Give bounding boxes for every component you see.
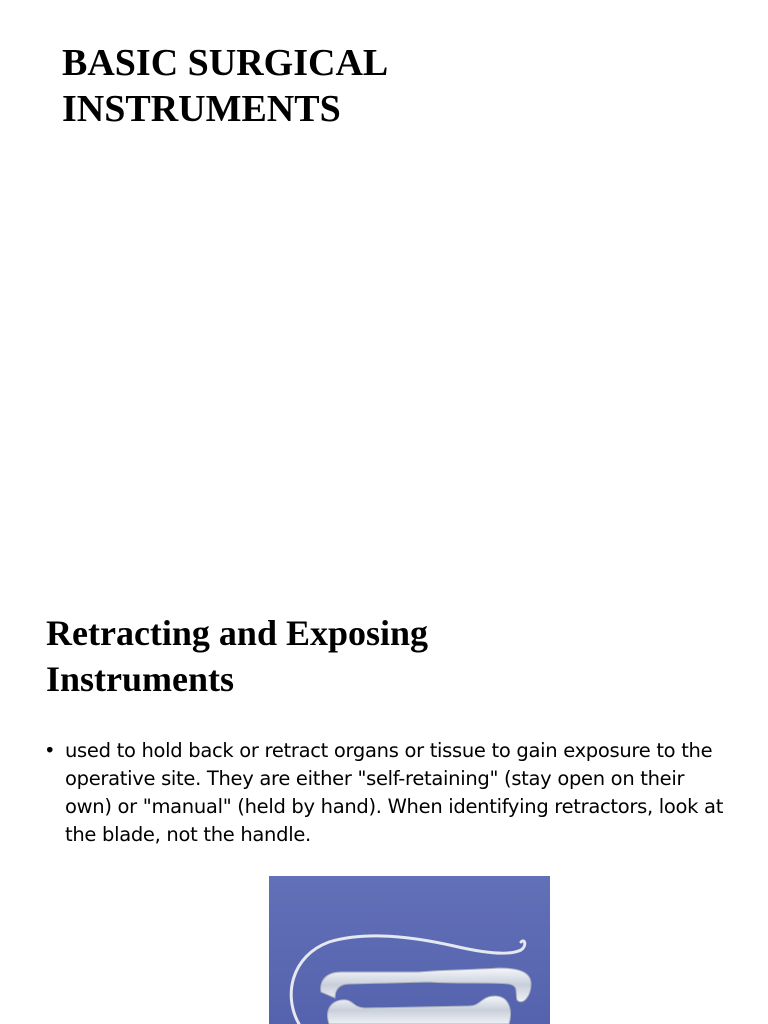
- title-line-2: Instruments: [46, 659, 235, 699]
- bullet-marker: •: [44, 739, 56, 762]
- bullet-list: [44, 737, 724, 849]
- retractor-photo: [269, 876, 550, 1024]
- title-line-2: INSTRUMENTS: [62, 88, 341, 130]
- slide-title-retracting-exposing: [46, 610, 666, 702]
- title-line-1: Retracting and Exposing: [46, 613, 429, 653]
- retractor-photo-illustration: [269, 876, 550, 1024]
- bullet-item: [44, 737, 724, 849]
- bullet-text: used to hold back or retract organs or tissue to gain exposure to the operative site. They are either "self-retaining" (stay open on their own) or "manual" (held by hand). When identifying retractors, look at the blade, not the handle.: [65, 739, 724, 846]
- title-line-1: BASIC SURGICAL: [62, 42, 389, 84]
- slide-title-basic-surgical-instruments: [62, 40, 662, 132]
